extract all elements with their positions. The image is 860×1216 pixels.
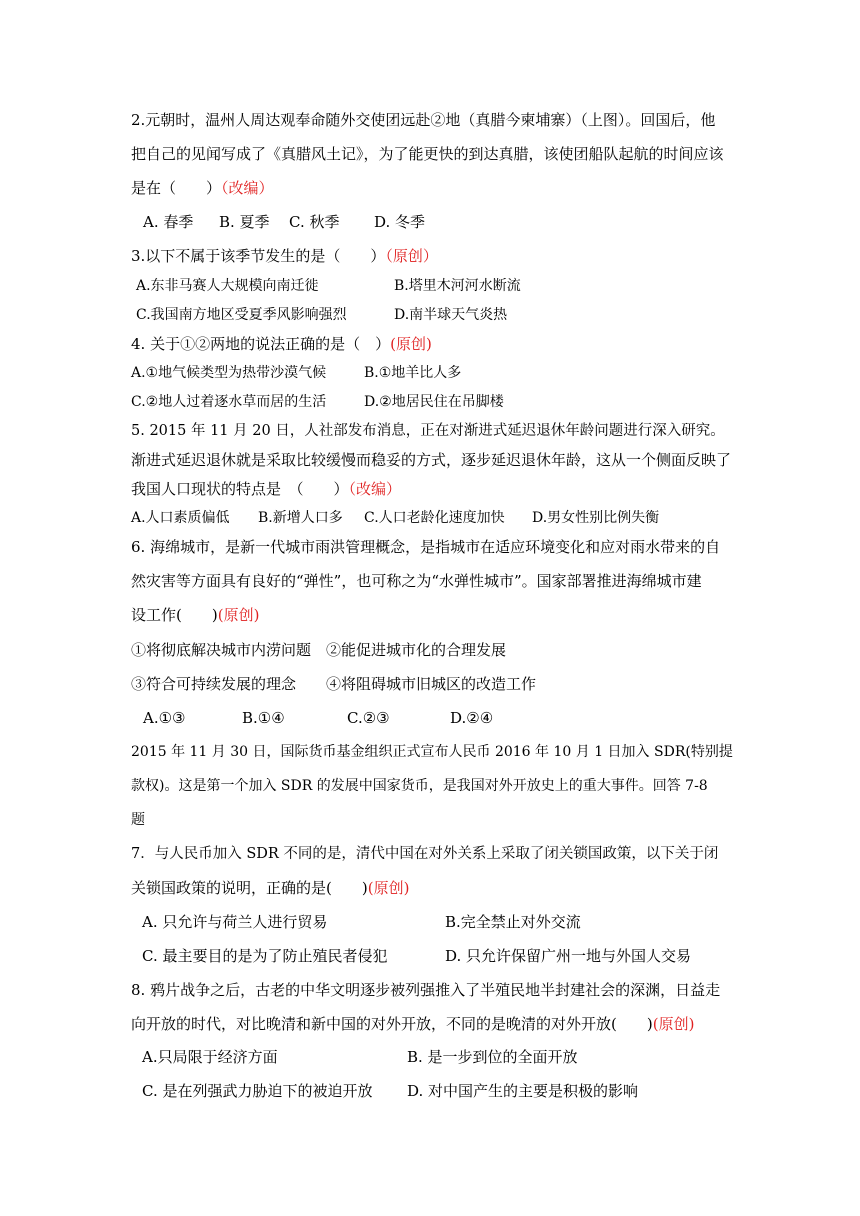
q5-option-a: A.人口素质偏低 [131, 510, 230, 526]
q8-stem-line-2 [131, 1014, 694, 1034]
intro-7-8-line-1: 2015 年 11 月 30 日，国际货币基金组织正式宣布人民币 2016 年 10 月 1 日加入 SDR(特别提 [131, 744, 733, 760]
q6-option-d: D.②④ [450, 709, 494, 727]
q7-stem-line-1: 7．与人民币加入 SDR 不同的是，清代中国在对外关系上采取了闭关锁国政策，以下关于闭 [131, 846, 719, 862]
q8-stem-line-1: 8. 鸦片战争之后，古老的中华文明逐步被列强推入了半殖民地半封建社会的深渊，日益走 [131, 981, 721, 999]
q3-source-tag: （原创） [385, 247, 438, 265]
q3-stem-text: 3.以下不属于该季节发生的是（ ） [131, 247, 386, 265]
q7-stem-line-2 [131, 878, 409, 898]
q7-option-d: D. 只允许保留广州一地与外国人交易 [445, 947, 692, 965]
q7-option-a: A. 只允许与荷兰人进行贸易 [142, 913, 328, 931]
q2-option-c: C. 秋季 [289, 213, 340, 231]
q6-option-b: B.①④ [242, 709, 285, 727]
q5-option-d: D.男女性别比例失衡 [532, 510, 660, 526]
q8-stem-text: 向开放的时代，对比晚清和新中国的对外开放，不同的是晚清的对外开放( ) [131, 1015, 653, 1033]
intro-7-8-line-2: 款权)。这是第一个加入 SDR 的发展中国家货币，是我国对外开放史上的重大事件。回答 7-8 [131, 778, 708, 794]
q5-option-b: B.新增人口多 [258, 510, 343, 526]
q6-statements-1: ①将彻底解决城市内涝问题 ②能促进城市化的合理发展 [131, 641, 507, 659]
q3-stem [131, 246, 438, 266]
q6-option-a: A.①③ [143, 709, 186, 727]
q6-statements-2: ③符合可持续发展的理念 ④将阻碍城市旧城区的改造工作 [131, 675, 537, 693]
intro-7-8-line-3: 题 [131, 812, 145, 828]
q2-stem-line-1: 2.元朝时，温州人周达观奉命随外交使团远赴②地（真腊今柬埔寨）（上图）。回国后，他 [131, 111, 716, 129]
q3-option-d: D.南半球天气炎热 [394, 307, 508, 323]
q7-stem-text: 关锁国政策的说明，正确的是( ) [131, 879, 368, 897]
q8-option-b: B. 是一步到位的全面开放 [407, 1048, 578, 1066]
q4-option-b: B.①地羊比人多 [364, 365, 462, 381]
q8-option-c: C. 是在列强武力胁迫下的被迫开放 [142, 1082, 373, 1100]
q5-stem-line-2: 渐进式延迟退休就是采取比较缓慢而稳妥的方式，逐步延迟退休年龄，这从一个侧面反映了 [131, 451, 732, 469]
q2-stem-line-3 [131, 178, 274, 198]
q2-stem-text: 是在（ ） [131, 179, 222, 197]
q4-option-d: D.②地居民住在吊脚楼 [364, 394, 504, 410]
q3-option-c: C.我国南方地区受夏季风影响强烈 [136, 307, 347, 323]
q3-option-b: B.塔里木河河水断流 [394, 278, 521, 294]
q2-option-a: A. 春季 [143, 213, 194, 231]
q5-source-tag: （改编） [348, 480, 402, 498]
q5-stem-line-3 [131, 479, 401, 499]
q6-option-c: C.②③ [347, 709, 390, 727]
q8-option-a: A.只局限于经济方面 [142, 1048, 278, 1066]
q7-option-c: C. 最主要目的是为了防止殖民者侵犯 [142, 947, 388, 965]
q2-source-tag: （改编） [221, 179, 274, 197]
q7-option-b: B.完全禁止对外交流 [445, 913, 581, 931]
q6-stem-line-3 [131, 605, 259, 625]
q7-source-tag: (原创) [367, 879, 410, 897]
q6-stem-text: 设工作( ) [131, 606, 218, 624]
q4-option-a: A.①地气候类型为热带沙漠气候 [131, 365, 327, 381]
q5-stem-line-1: 5. 2015 年 11 月 20 日，人社部发布消息，正在对渐进式延迟退休年龄问题进行深入研究。 [131, 423, 725, 439]
q4-option-c: C.②地人过着逐水草而居的生活 [131, 394, 327, 410]
q8-option-d: D. 对中国产生的主要是积极的影响 [407, 1082, 639, 1100]
q5-stem-text: 我国人口现状的特点是 （ ） [131, 480, 349, 498]
q5-option-c: C.人口老龄化速度加快 [364, 510, 505, 526]
q4-stem-text: 4. 关于①②两地的说法正确的是（ ） [131, 335, 391, 353]
q2-option-d: D. 冬季 [374, 213, 426, 231]
q3-option-a: A.东非马赛人大规模向南迁徙 [136, 278, 319, 294]
q2-stem-line-2: 把自己的见闻写成了《真腊风土记》，为了能更快的到达真腊，该使团船队起航的时间应该 [131, 145, 724, 163]
q4-source-tag: (原创) [390, 335, 432, 353]
q2-option-b: B. 夏季 [219, 213, 270, 231]
q8-source-tag: (原创) [652, 1015, 695, 1033]
q6-source-tag: (原创) [217, 606, 260, 624]
q6-stem-line-1: 6. 海绵城市，是新一代城市雨洪管理概念，是指城市在适应环境变化和应对雨水带来的自 [131, 538, 721, 556]
q6-stem-line-2: 然灾害等方面具有良好的“弹性”，也可称之为“水弹性城市”。国家部署推进海绵城市建 [131, 572, 702, 590]
q4-stem [131, 334, 432, 354]
